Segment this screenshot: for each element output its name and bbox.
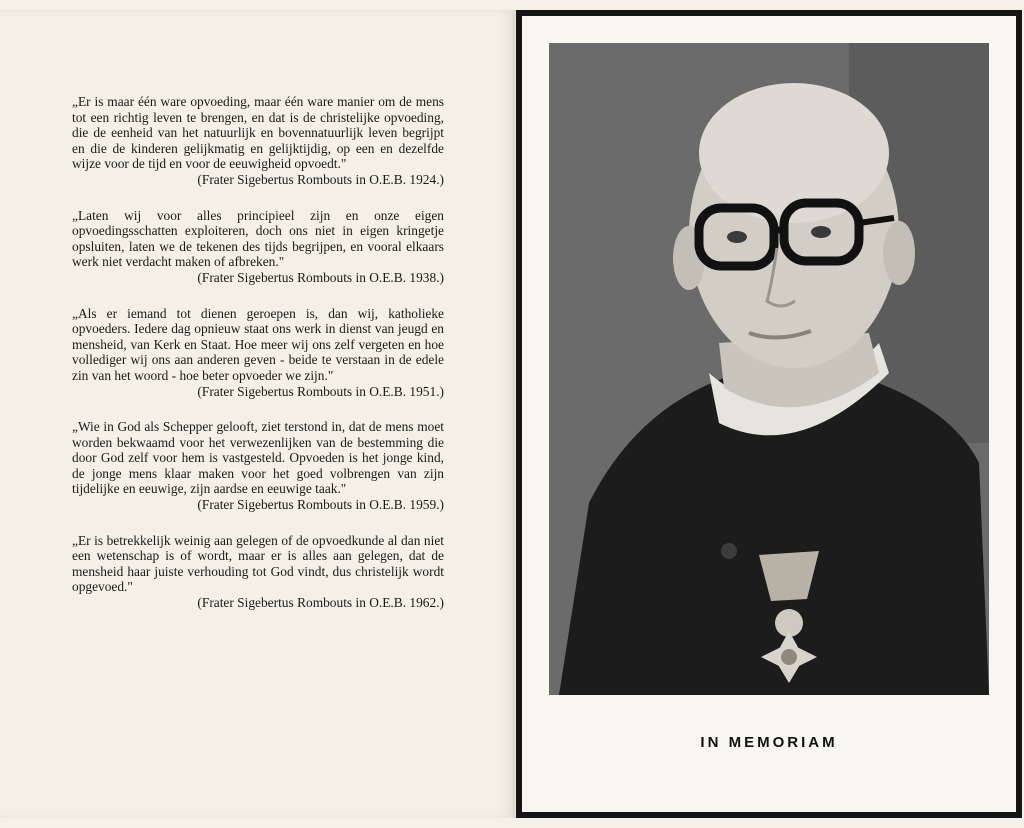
quote-text: „Wie in God als Schepper gelooft, ziet terstond in, dat de mens moet worden bekwaamd voor het verwezenlijken van de bestemming die door God zelf voor hem is vastgesteld. Opvoeden is het jonge kind, de jonge mens klaar maken voor het goed volbrengen van zijn tijdelijke en eeuwige, zijn aardse en eeuwige taak." [72,419,444,497]
quote [72,419,444,513]
quote-source: (Frater Sigebertus Rombouts in O.E.B. 1924.) [197,171,444,187]
quote-text: „Er is maar één ware opvoeding, maar één ware manier om de mens tot een richtig leven te brengen, en dat is de christelijke opvoeding, die de eenheid van het natuurlijk en bovennatuurlijk leven begrijpt en die de kinderen gelijkmatig en gelijktijdig, op een en dezelfde wijze voor de tijd en voor de eeuwigheid opvoedt." [72,94,444,172]
quote [72,94,444,188]
mourning-border [516,10,1022,818]
quote-source: (Frater Sigebertus Rombouts in O.E.B. 1938.) [197,269,444,285]
left-page [0,10,513,818]
quote-source: (Frater Sigebertus Rombouts in O.E.B. 1951.) [197,383,444,399]
quote [72,208,444,286]
quotes-block [72,94,444,631]
quote-source: (Frater Sigebertus Rombouts in O.E.B. 1962.) [197,595,444,611]
quote-source: (Frater Sigebertus Rombouts in O.E.B. 1959.) [197,497,444,513]
quote-text: „Er is betrekkelijk weinig aan gelegen of de opvoedkunde al dan niet een wetenschap is of wordt, maar er is alles aan gelegen, dat de mensheid haar juiste verhouding tot God vindt, dus christelijk wordt opgevoed." [72,532,444,595]
quote [72,306,444,400]
portrait-photo [549,43,989,695]
in-memoriam-caption: IN MEMORIAM [700,734,838,751]
right-page [516,10,1022,818]
quote-text: „Als er iemand tot dienen geroepen is, dan wij, katholieke opvoeders. Iedere dag opnieuw staat ons werk in dienst van jeugd en mensheid, van Kerk en Staat. Hoe meer wij ons zelf vergeten en hoe vollediger wij ons aan anderen geven - beide te verstaan in de edele zin van het woord - hoe beter opvoeder we zijn." [72,305,444,383]
quote [72,533,444,611]
quote-text: „Laten wij voor alles principieel zijn en onze eigen opvoedingsschatten exploiteren, doch ons niet in eigen kringetje opsluiten, laten we de tekenen des tijds begrijpen, en vooral elkaars werk niet verdacht maken of afbreken." [72,207,444,270]
portrait-illustration [549,43,989,695]
